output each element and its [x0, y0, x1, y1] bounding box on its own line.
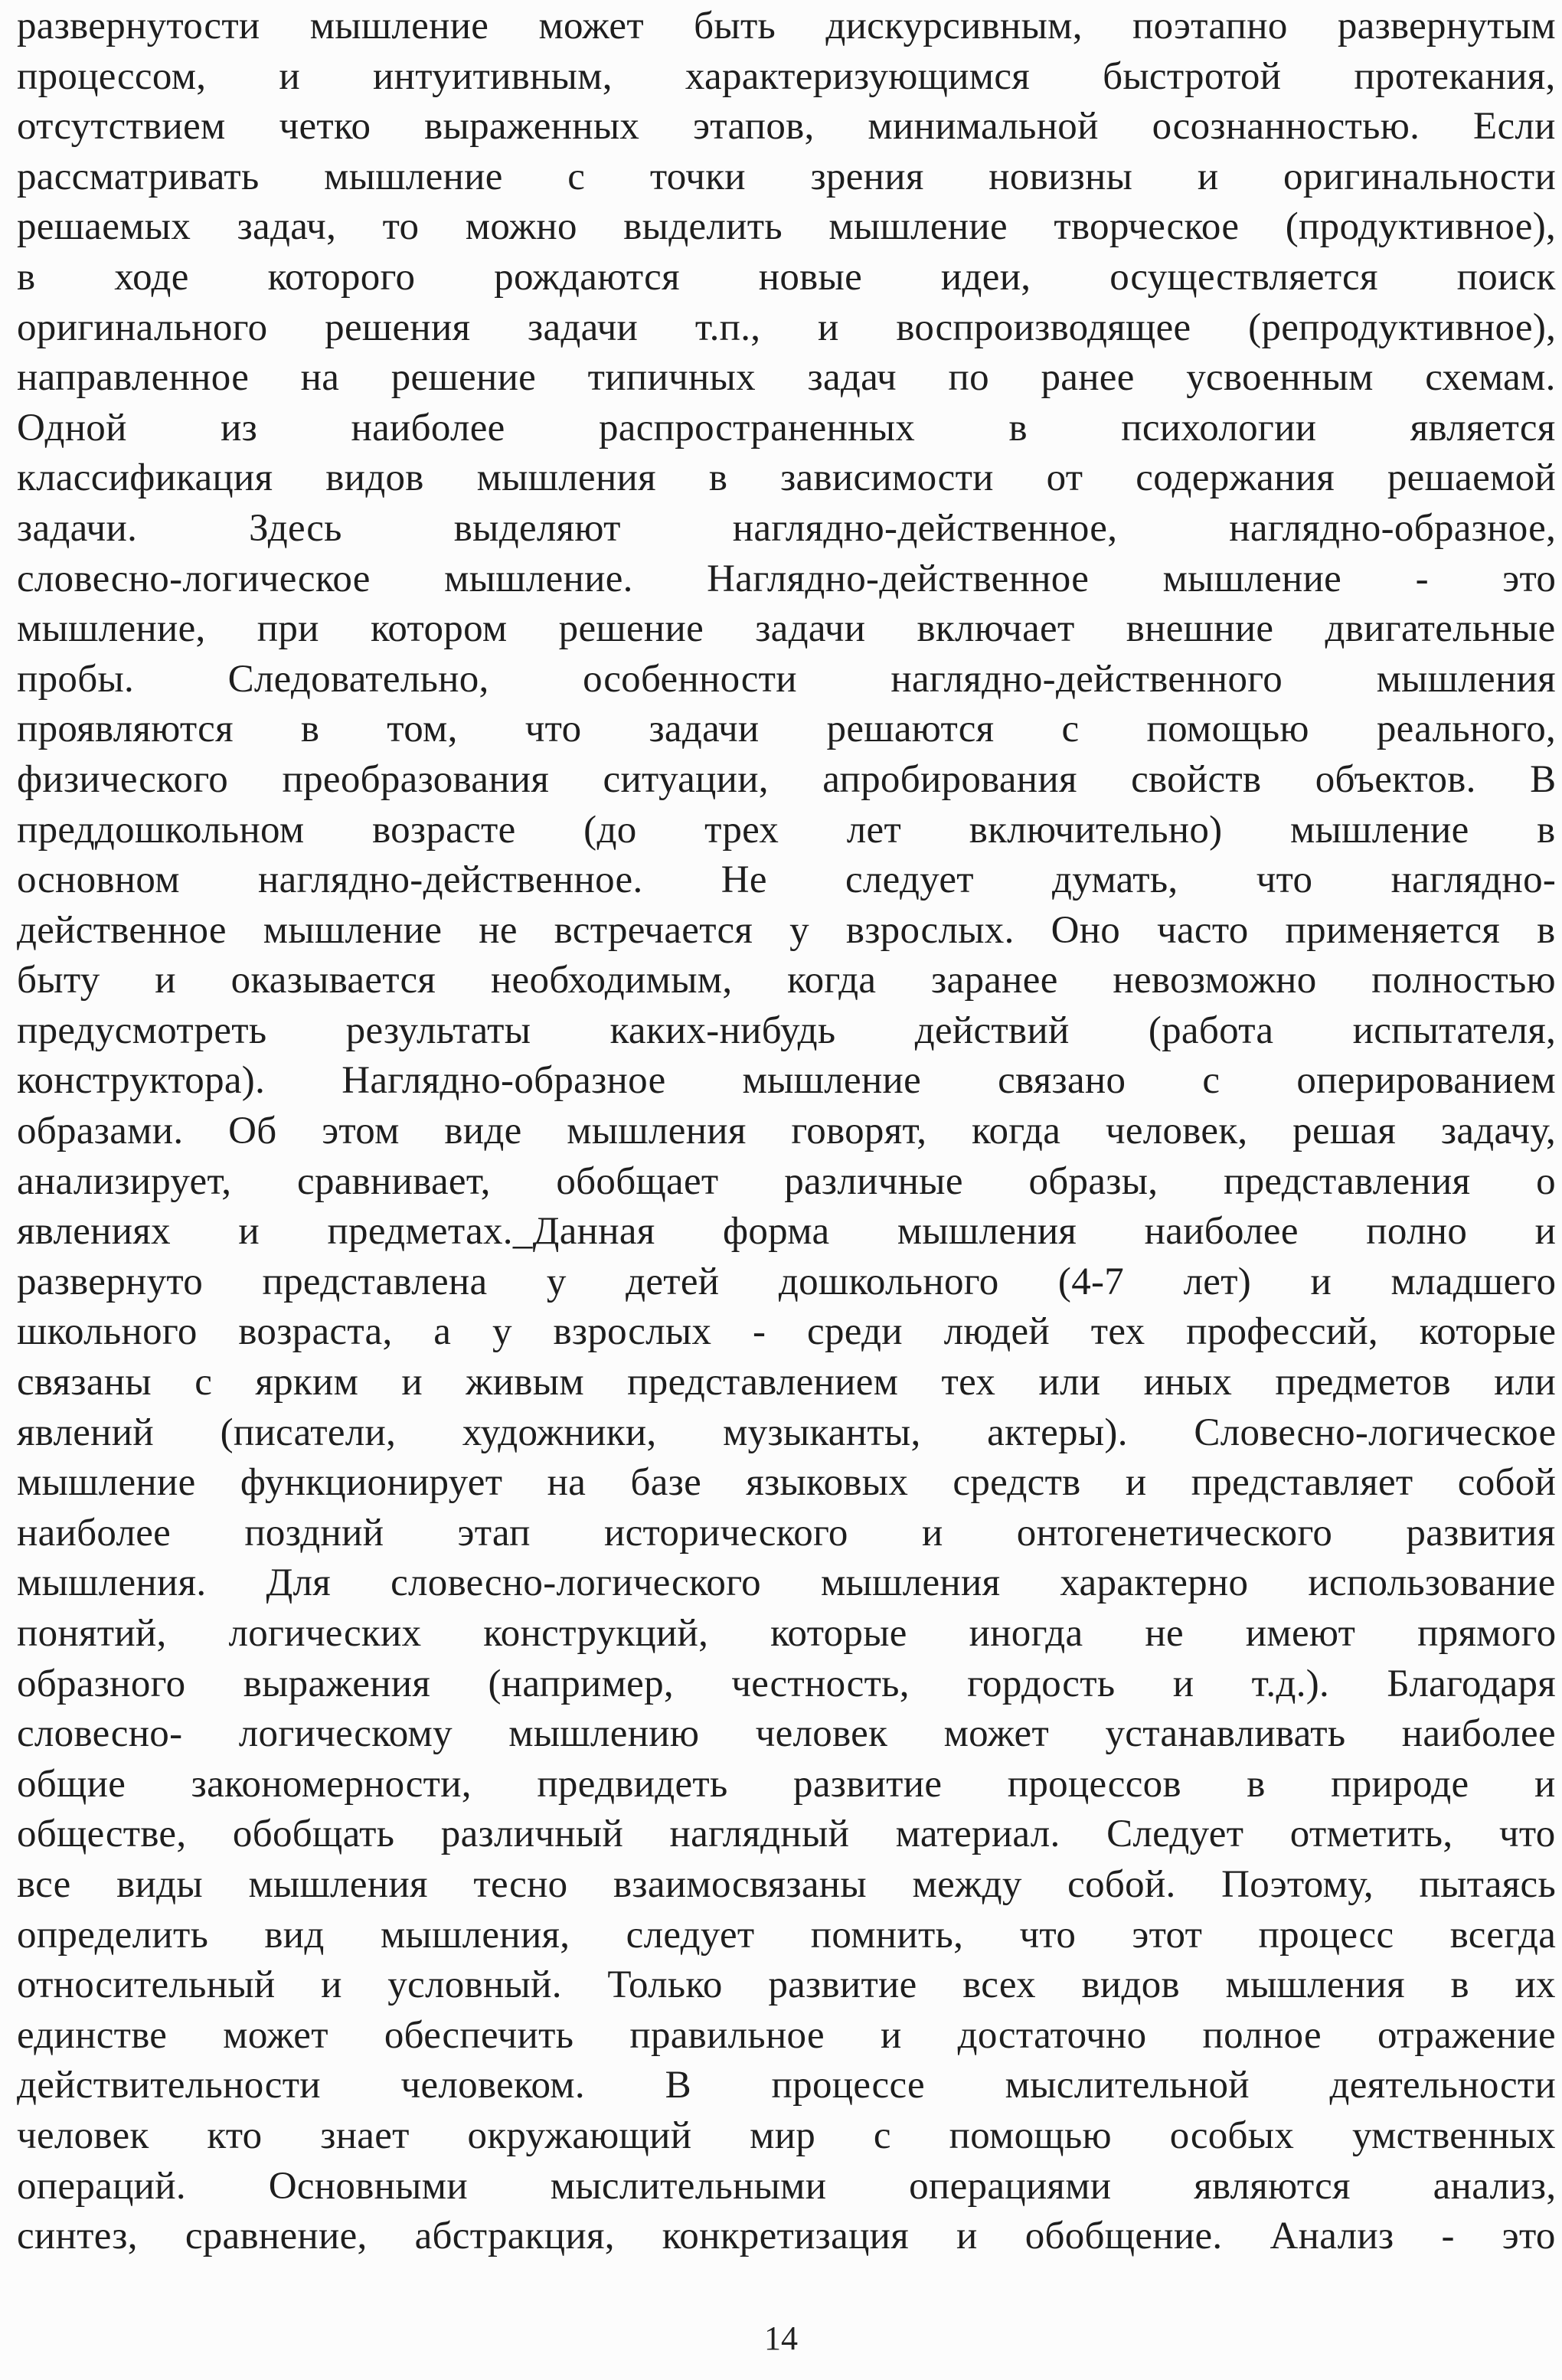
text-line: человек кто знает окружающий мир с помощью особых умственных: [17, 2114, 1556, 2157]
text-line: в ходе которого рождаются новые идеи, осуществляется поиск: [17, 255, 1556, 299]
text-line: отсутствием четко выраженных этапов, минимальной осознанностью. Если: [17, 105, 1556, 149]
text-line: действенное мышление не встречается у взрослых. Оно часто применяется в: [17, 908, 1556, 952]
text-line: синтез, сравнение, абстракция, конкретизация и обобщение. Анализ - это: [17, 2215, 1556, 2258]
text-line: Одной из наиболее распространенных в психологии является: [17, 406, 1556, 450]
text-line: понятий, логических конструкций, которые иногда не имеют прямого: [17, 1612, 1556, 1655]
text-line: действительности человеком. В процессе мыслительной деятельности: [17, 2064, 1556, 2107]
text-line: основном наглядно-действенное. Не следует думать, что наглядно-: [17, 858, 1556, 902]
text-line: общие закономерности, предвидеть развитие процессов в природе и: [17, 1762, 1556, 1806]
text-line: конструктора). Наглядно-образное мышление связано с оперированием: [17, 1059, 1556, 1103]
text-line: мышление, при котором решение задачи включает внешние двигательные: [17, 607, 1556, 651]
text-line: развернутости мышление может быть дискурсивным, поэтапно развернутым: [17, 5, 1556, 47]
text-line: рассматривать мышление с точки зрения новизны и оригинальности: [17, 155, 1556, 198]
text-line: процессом, и интуитивным, характеризующимся быстротой протекания,: [17, 54, 1556, 98]
text-line: развернуто представлена у детей дошкольного (4-7 лет) и младшего: [17, 1260, 1556, 1303]
text-line: физического преобразования ситуации, апробирования свойств объектов. В: [17, 757, 1556, 801]
text-line: операций. Основными мыслительными операциями являются анализ,: [17, 2164, 1556, 2208]
text-line: явлений (писатели, художники, музыканты, актеры). Словесно-логическое: [17, 1411, 1556, 1454]
text-line: задачи. Здесь выделяют наглядно-действенное, наглядно-образное,: [17, 506, 1556, 550]
text-line: мышления. Для словесно-логического мышления характерно использование: [17, 1561, 1556, 1605]
text-line: классификация видов мышления в зависимости от содержания решаемой: [17, 456, 1556, 500]
text-line: пробы. Следовательно, особенности наглядно-действенного мышления: [17, 657, 1556, 701]
text-line: образами. Об этом виде мышления говорят, когда человек, решая задачу,: [17, 1110, 1556, 1153]
text-line: обществе, обобщать различный наглядный материал. Следует отметить, что: [17, 1813, 1556, 1856]
text-line: направленное на решение типичных задач по ранее усвоенным схемам.: [17, 356, 1556, 400]
text-line: относительный и условный. Только развитие всех видов мышления в их: [17, 1963, 1556, 2007]
text-line: мышление функционирует на базе языковых средств и представляет собой: [17, 1461, 1556, 1505]
text-line: быту и оказывается необходимым, когда заранее невозможно полностью: [17, 959, 1556, 1002]
text-line: проявляются в том, что задачи решаются с помощью реального,: [17, 708, 1556, 751]
text-line: оригинального решения задачи т.п., и воспроизводящее (репродуктивное),: [17, 306, 1556, 349]
text-line: определить вид мышления, следует помнить, что этот процесс всегда: [17, 1913, 1556, 1957]
text-line: образного выражения (например, честность, гордость и т.д.). Благодаря: [17, 1662, 1556, 1705]
text-line: преддошкольном возрасте (до трех лет включительно) мышление в: [17, 808, 1556, 852]
text-line: наиболее поздний этап исторического и онтогенетического развития: [17, 1511, 1556, 1555]
text-line: решаемых задач, то можно выделить мышление творческое (продуктивное),: [17, 205, 1556, 249]
page-number: 14: [764, 2320, 798, 2357]
text-line: предусмотреть результаты каких-нибудь действий (работа испытателя,: [17, 1009, 1556, 1052]
text-line: связаны с ярким и живым представлением тех или иных предметов или: [17, 1361, 1556, 1404]
text-line: единстве может обеспечить правильное и достаточно полное отражение: [17, 2013, 1556, 2057]
text-line: явлениях и предметах._Данная форма мышления наиболее полно и: [17, 1210, 1556, 1254]
text-line: школьного возраста, а у взрослых - среди людей тех профессий, которые: [17, 1310, 1556, 1354]
text-line: словесно-логическое мышление. Наглядно-действенное мышление - это: [17, 557, 1556, 600]
text-line: словесно- логическому мышлению человек может устанавливать наиболее: [17, 1712, 1556, 1756]
body-text: [17, 2, 1556, 2262]
text-line: анализирует, сравнивает, обобщает различные образы, представления о: [17, 1159, 1556, 1203]
text-line: все виды мышления тесно взаимосвязаны между собой. Поэтому, пытаясь: [17, 1862, 1556, 1906]
